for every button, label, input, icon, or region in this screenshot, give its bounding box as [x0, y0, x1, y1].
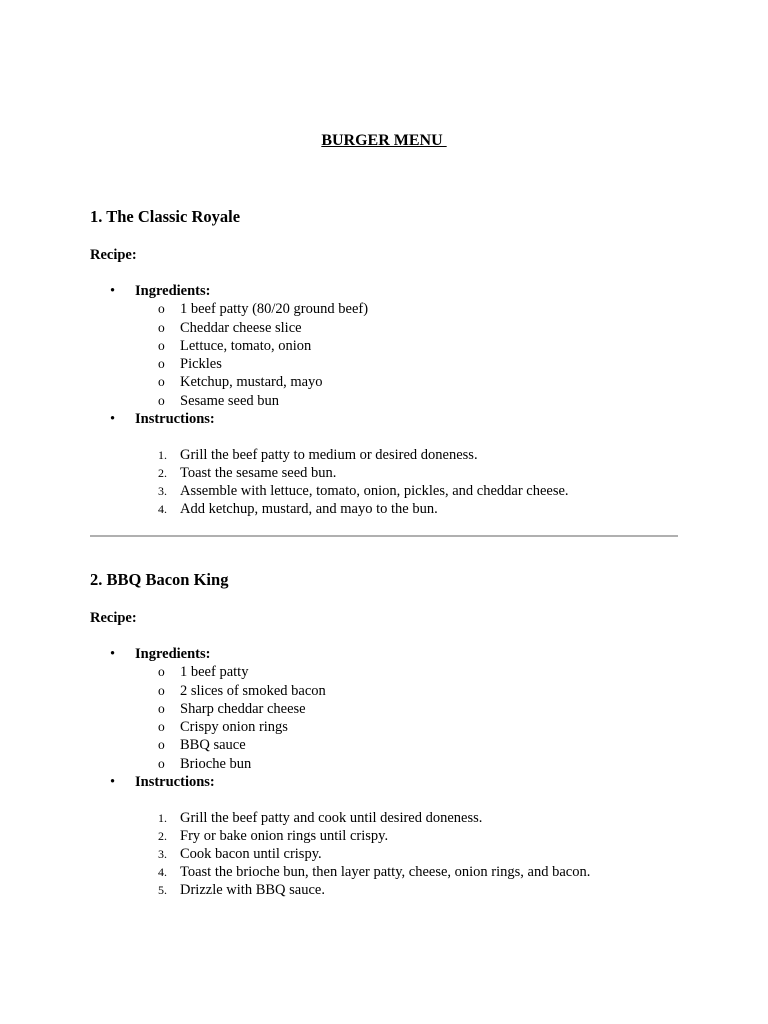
ingredient-text: Sesame seed bun [180, 392, 280, 409]
step-text: Toast the sesame seed bun. [180, 465, 337, 482]
instruction-step [90, 500, 690, 518]
recipe-label: Recipe: [90, 247, 137, 263]
ingredient-item [90, 319, 690, 337]
section-heading: 2. BBQ Bacon King [90, 570, 229, 589]
step-text: Cook bacon until crispy. [180, 846, 322, 863]
ingredient-item [90, 736, 690, 754]
ingredients-label: Ingredients: [135, 283, 211, 299]
instruction-step [90, 881, 690, 899]
ingredients-list [90, 300, 690, 410]
ingredient-item [90, 755, 690, 773]
step-text: Add ketchup, mustard, and mayo to the bun. [180, 501, 438, 518]
ingredients-bullet [90, 645, 690, 663]
instruction-step [90, 845, 690, 863]
sub-bullet-marker: o [158, 392, 165, 408]
step-number: 4. [158, 502, 167, 517]
ingredient-text: 2 slices of smoked bacon [180, 682, 326, 699]
instructions-list [90, 446, 690, 518]
step-text: Drizzle with BBQ sauce. [180, 882, 325, 899]
horizontal-divider [90, 535, 678, 537]
ingredients-bullet [90, 282, 690, 300]
ingredients-label: Ingredients: [135, 646, 211, 662]
ingredient-text: 1 beef patty [180, 664, 249, 681]
step-number: 5. [158, 883, 167, 898]
bullet-marker: • [110, 283, 116, 299]
ingredient-text: Brioche bun [180, 755, 252, 772]
ingredient-text: BBQ sauce [180, 737, 246, 754]
ingredient-item [90, 718, 690, 736]
instructions-label: Instructions: [135, 774, 215, 791]
bullet-marker: • [110, 646, 116, 662]
sub-bullet-marker: o [158, 719, 165, 735]
document-title: BURGER MENU [321, 132, 447, 149]
instruction-step [90, 827, 690, 845]
ingredient-text: Ketchup, mustard, mayo [180, 374, 323, 391]
bullet-marker: • [110, 411, 116, 428]
step-number: 4. [158, 865, 167, 880]
recipe-label: Recipe: [90, 610, 137, 626]
ingredient-item [90, 663, 690, 681]
sub-bullet-marker: o [158, 374, 165, 390]
recipe-section-bbq-bacon-king [90, 569, 690, 899]
sub-bullet-marker: o [158, 301, 165, 317]
step-text: Grill the beef patty and cook until desired doneness. [180, 810, 483, 827]
sub-bullet-marker: o [158, 737, 165, 753]
sub-bullet-marker: o [158, 700, 165, 716]
step-number: 3. [158, 847, 167, 862]
ingredient-text: Lettuce, tomato, onion [180, 337, 312, 354]
sub-bullet-marker: o [158, 682, 165, 698]
instruction-step [90, 464, 690, 482]
ingredient-text: Cheddar cheese slice [180, 319, 302, 336]
ingredient-item [90, 355, 690, 373]
instructions-label: Instructions: [135, 411, 215, 428]
ingredient-text: Crispy onion rings [180, 719, 288, 736]
step-text: Grill the beef patty to medium or desired doneness. [180, 447, 478, 464]
recipe-section-classic-royale [90, 206, 690, 518]
instructions-bullet [90, 410, 690, 428]
sub-bullet-marker: o [158, 319, 165, 335]
ingredients-list [90, 663, 690, 773]
sub-bullet-marker: o [158, 356, 165, 372]
step-number: 3. [158, 484, 167, 499]
instruction-step [90, 446, 690, 464]
step-number: 2. [158, 466, 167, 481]
sub-bullet-marker: o [158, 664, 165, 680]
section-heading: 1. The Classic Royale [90, 207, 241, 226]
instruction-step [90, 482, 690, 500]
instruction-step [90, 863, 690, 881]
ingredient-item [90, 373, 690, 391]
step-number: 2. [158, 829, 167, 844]
ingredient-text: 1 beef patty (80/20 ground beef) [180, 301, 369, 318]
instruction-step [90, 809, 690, 827]
ingredient-item [90, 337, 690, 355]
ingredient-text: Pickles [180, 356, 222, 373]
ingredient-item [90, 300, 690, 318]
step-text: Assemble with lettuce, tomato, onion, pickles, and cheddar cheese. [180, 483, 569, 500]
ingredient-item [90, 682, 690, 700]
sub-bullet-marker: o [158, 755, 165, 771]
sub-bullet-marker: o [158, 337, 165, 353]
ingredient-item [90, 392, 690, 410]
ingredient-text: Sharp cheddar cheese [180, 700, 306, 717]
step-text: Fry or bake onion rings until crispy. [180, 828, 389, 845]
step-number: 1. [158, 811, 167, 826]
step-text: Toast the brioche bun, then layer patty, cheese, onion rings, and bacon. [180, 864, 591, 881]
bullet-marker: • [110, 774, 116, 791]
instructions-list [90, 809, 690, 899]
step-number: 1. [158, 448, 167, 463]
instructions-bullet [90, 773, 690, 791]
ingredient-item [90, 700, 690, 718]
